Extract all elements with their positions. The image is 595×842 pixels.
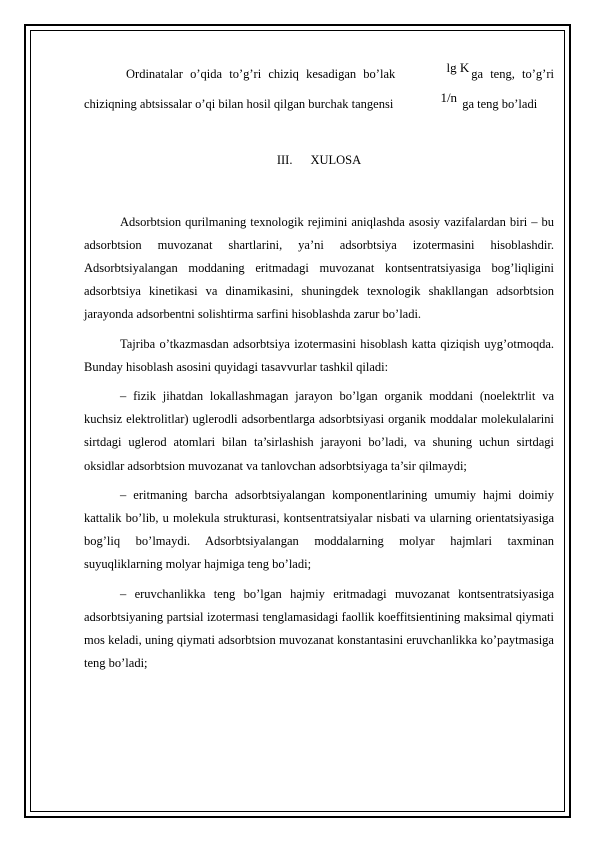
intro-text-3: ga teng bo’ladi xyxy=(462,97,538,112)
section-heading xyxy=(84,149,554,172)
paragraph-conclusion-1: Adsorbtsion qurilmaning texnologik rejimini aniqlashda asosiy vazifalardan biri – bu adsorbtsion muvozanat shartlarini, ya’ni adsorbtsiya izotermasini hisoblashdir. Adsorbtsiyalangan moddaning eritmadagi muvozanat kontsentratsiyasiga bog’liqligini adsorbtsiya kinetikasi va dinamikasini, shuningdek texnologik shakllangan adsorbtsion jarayonda adsorbentni solishtirma sarfini hisoblashda zarur bo’ladi. xyxy=(84,214,554,322)
paragraph-conclusion-3: – fizik jihatdan lokallashmagan jarayon bo’lgan organik moddani (noelektrlit va kuchsiz elektrolitlar) uglerodli adsorbentlarga adsorbtsiyasi organik moddalar molekulalarini sirtdagi uglerod atomlari bilan ta’sirlashish jarayoni bo’ladi, va shuning uchun sirtdagi oksidlar adsorbtsion muvozanat va tanlovchan adsorbtsiyaga ta’sir qilmaydi; xyxy=(84,389,554,473)
formula-lg-k: lg K xyxy=(446,60,470,75)
paragraph-conclusion-2: Tajriba o’tkazmasdan adsorbtsiya izotermasini hisoblash katta qiziqish uyg’otmoqda. Bunday hisoblash asosini quyidagi tasavvurlar tashkil qiladi: xyxy=(84,336,554,374)
intro-text-2: ga teng, to’g’ri chiziqning abtsissalar o’qi bilan hosil qilgan burchak tangensi xyxy=(84,67,554,112)
paragraph-conclusion-4: – eritmaning barcha adsorbtsiyalangan komponentlarining umumiy hajmi doimiy kattalik bo’lib, u molekula strukturasi, kontsentratsiyalar nisbati va ularning orientatsiyasiga bog’liq bo’lmaydi. Adsorbtsiyalangan moddalarning molyar hajmlari taxminan suyuqliklarning molyar hajmiga teng bo’ladi; xyxy=(84,487,554,572)
section-number: III. xyxy=(276,153,293,168)
section-title: XULOSA xyxy=(310,153,362,168)
formula-one-over-n: 1/n xyxy=(440,90,458,106)
intro-text-1: Ordinatalar o’qida to’g’ri chiziq kesadigan bo’lak xyxy=(126,67,396,81)
document-body xyxy=(84,56,554,681)
paragraph-conclusion-5: – eruvchanlikka teng bo’lgan hajmiy eritmadagi muvozanat kontsentratsiyasiga adsorbtsiyaning partsial izotermasi tenglamasidagi faollik koeffitsientining maksimal qiymati mos keladi, uning qiymati adsorbtsion muvozanat konstantasini eruvchanlikka ko’paytmasiga teng bo’ladi; xyxy=(84,586,554,671)
intro-paragraph xyxy=(84,56,554,116)
